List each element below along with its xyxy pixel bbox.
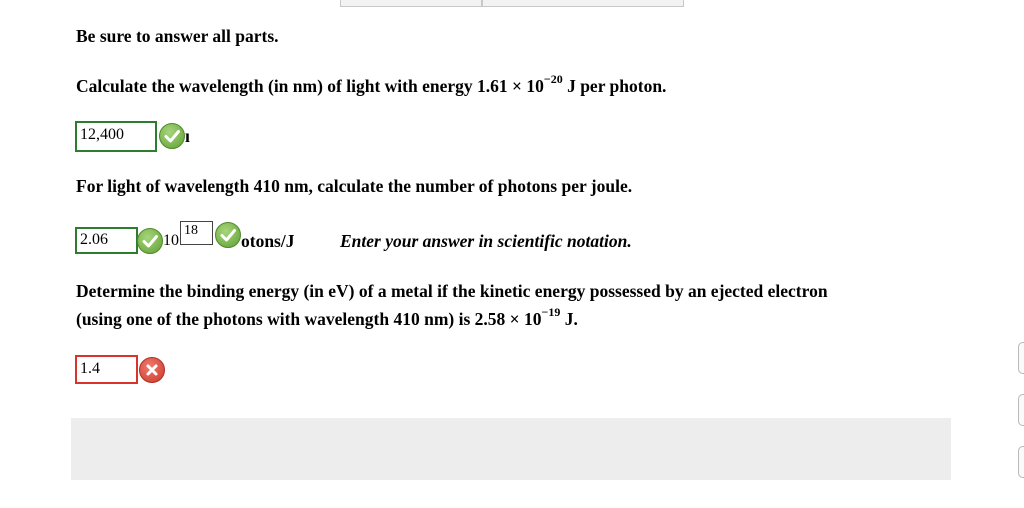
- instruction-text: Be sure to answer all parts.: [76, 26, 279, 46]
- answer-2-unit: otons/J: [241, 231, 295, 251]
- side-scroll-control-3[interactable]: [1018, 446, 1024, 478]
- question-2-text: For light of wavelength 410 nm, calculate the number of photons per joule.: [76, 176, 633, 196]
- side-scroll-control-1[interactable]: [1018, 342, 1024, 374]
- answer-2-mantissa-input[interactable]: 2.06: [75, 227, 138, 254]
- check-circle-icon: [215, 222, 241, 248]
- side-scroll-control-2[interactable]: [1018, 394, 1024, 426]
- answer-2-exponent-input[interactable]: 18: [180, 221, 213, 245]
- check-circle-icon: [159, 123, 185, 149]
- bottom-panel: [71, 418, 951, 480]
- check-circle-icon: [137, 228, 163, 254]
- answer-1-input[interactable]: 12,400: [75, 121, 157, 152]
- x-circle-icon: [139, 357, 165, 383]
- question-3-text-line-2: (using one of the photons with wavelength 410 nm) is $2.58 \times 10^{-19}$ J.: [76, 305, 578, 329]
- answer-1-unit-fragment: ı: [185, 126, 190, 146]
- times-ten-label: 10: [163, 232, 179, 249]
- scientific-notation-hint: Enter your answer in scientific notation.: [340, 231, 632, 251]
- top-tab-right: [482, 0, 684, 7]
- question-3-text-line-1: Determine the binding energy (in eV) of a metal if the kinetic energy possessed by an ejected electron: [76, 281, 828, 301]
- answer-3-input[interactable]: 1.4: [75, 355, 138, 384]
- top-tab-left: [340, 0, 482, 7]
- question-1-text: Calculate the wavelength (in nm) of light with energy $1.61 \times 10^{-20}$ J per photon.: [76, 72, 667, 96]
